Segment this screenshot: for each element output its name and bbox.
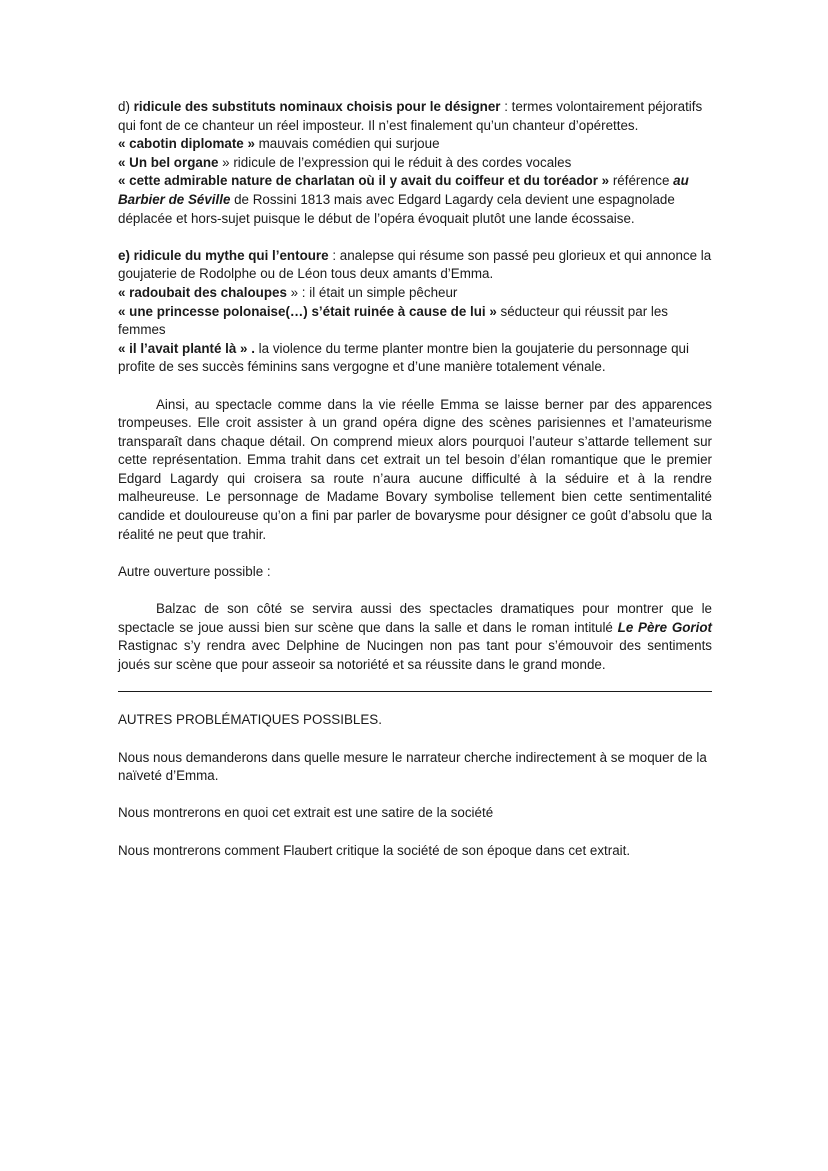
problematique-item: Nous montrerons comment Flaubert critique la société de son époque dans cet extrait. [118,842,631,858]
document-page [118,98,712,860]
quote-line: « radoubait des chaloupes » : il était un simple pêcheur [118,284,458,300]
section-heading: ridicule des substituts nominaux choisis pour le désigner [133,99,501,114]
work-title: Le Père Goriot [617,619,712,635]
problematiques-heading: AUTRES PROBLÉMATIQUES POSSIBLES. [118,712,382,728]
quote-line: « une princesse polonaise(…) s’était ruinée à cause de lui » séducteur qui réussit par les femmes [118,303,668,338]
problematique-item: Nous montrerons en quoi cet extrait est une satire de la société [118,805,494,821]
conclusion-paragraph: Ainsi, au spectacle comme dans la vie réelle Emma se laisse berner par des apparences trompeuses. Elle croit assister à un grand opéra digne des scènes parisiennes et l’amateurisme transparaît dans chaque détail. On comprend mieux alors pourquoi l’auteur s’attarde tellement sur cette représentation. Emma trahit dans cet extrait un tel besoin d’élan romantique que le premier Edgard Lagardy qui croisera sa route n’aura aucune difficulté à la séduire et à la rendre malheureuse. Le personnage de Madame Bovary symbolise tellement bien cette sentimentalité candide et douloureuse qu’on a fini par parler de bovarysme pour désigner ce goût d’absolu que la réalité ne peut que trahir. [118,396,712,542]
section-text: : termes volontairement péjoratifs qui font de ce chanteur un réel imposteur. Il n’est finalement qu’un chanteur d’opérettes. [118,99,703,133]
section-d-intro [118,98,712,135]
quote-line: « cabotin diplomate » mauvais comédien qui surjoue [118,136,440,152]
work-title: Barbier de Séville [118,191,231,207]
section-label: d) [118,99,130,114]
problematique-item: Nous nous demanderons dans quelle mesure le narrateur cherche indirectement à se moquer de la naïveté d’Emma. [118,749,707,784]
ouverture-paragraph: Balzac de son côté se servira aussi des spectacles dramatiques pour montrer que le spectacle se joue aussi bien sur scène que dans la salle et dans le roman intitulé Le Père Goriot Rastignac s’y rendra avec Delphine de Nucingen non pas tant pour s’émouvoir des sentiments joués sur scène que pour asseoir sa notoriété et sa réussite dans le grand monde. [118,601,712,672]
section-text: : analepse qui résume son passé peu glorieux et qui annonce la goujaterie de Rodolphe ou de Léon tous deux amants d’Emma. [118,247,712,282]
section-e-intro [118,247,712,284]
quote-line: « il l’avait planté là » . la violence du terme planter montre bien la goujaterie du personnage qui profite de ses succès féminins sans vergogne et d’une manière totalement vénale. [118,340,689,375]
section-heading: ridicule du mythe qui l’entoure [133,247,329,263]
quote-line: « cette admirable nature de charlatan où il y avait du coiffeur et du toréador » référence au Barbier de Séville de Rossini 1813 mais avec Edgard Lagardy cela devient une espagnolade déplacée et hors-sujet puisque le début de l’opéra évoquait plutôt une lande écossaise. [118,173,689,226]
section-label: e) [118,247,130,263]
quote-line: « Un bel organe » ridicule de l’expression qui le réduit à des cordes vocales [118,154,572,170]
ouverture-label: Autre ouverture possible : [118,563,271,579]
